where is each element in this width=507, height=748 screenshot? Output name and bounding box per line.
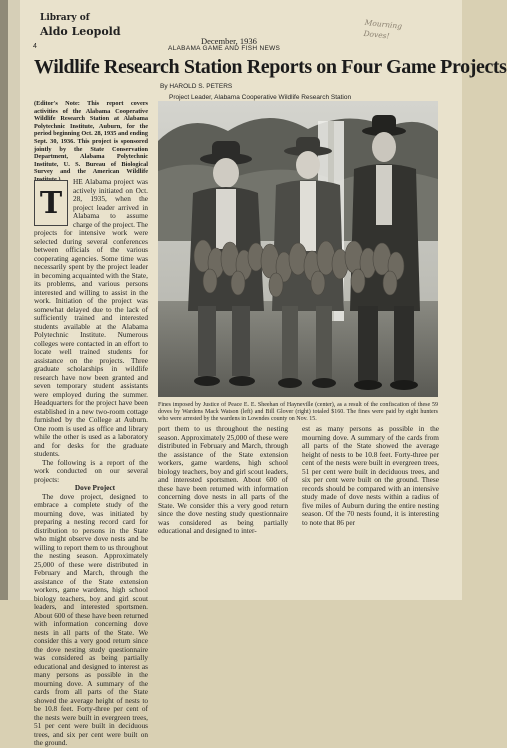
editors-note <box>34 100 148 184</box>
photo-illustration <box>158 101 438 397</box>
page-number: 4 <box>33 43 37 50</box>
paragraph-dove-summary <box>302 425 439 527</box>
scan-binding-edge <box>0 0 8 600</box>
byline: By HAROLD S. PETERS <box>160 83 233 90</box>
photo-caption: Fines imposed by Justice of Peace E. E. Sheehan of Hayneville (center), as a result of the confiscation of these 59 doves by Wardens Mack Watson (left) and Bill Glover (right) totaled $160. The fines were paid by eight hunters who were arrested by the wardens in Lowndes county on Nov. 15. <box>158 402 438 422</box>
column3-text: est as many persons as possible in the mourning dove. A summary of the cards from all parts of the State showed the average height of nests to be 10.8 feet. Forty-three per cent of the nests were built in evergreen trees, 51 per cent were built in deciduous trees, and six per cent were built on the ground. These records should be compared with an intensive study made of dove nests within a radius of five miles of Auburn during the entire nesting season. Of the 70 nests found, it is interesting to note that 86 per <box>302 424 439 527</box>
handwritten-note: Mourning Doves! <box>363 17 403 41</box>
issue-date: December, 1936 <box>201 36 257 46</box>
scan-paper-edge <box>8 0 20 600</box>
photo-wardens-with-doves <box>158 101 438 397</box>
column2-text: port them to us throughout the nesting season. Approximately 25,000 of these were distributed in February and March, through the assistance of the State extension workers, game wardens, high school biology teachers, boy and girl scout leaders, and interested sportsmen. About 600 of these have been returned with information concerning dove nests in all parts of the State. We consider this a very good return since the dove nesting study questionnaire was considered as being partially educational and designed to inter- <box>158 424 288 535</box>
article-title: Wildlife Research Station Reports on Four Game Projects <box>34 56 507 78</box>
middle-column <box>158 425 288 536</box>
ex-libris-line2: Aldo Leopold <box>40 25 121 38</box>
author-position: Project Leader, Alabama Cooperative Wildlife Research Station <box>169 94 352 101</box>
paragraph-dove-project-cont <box>158 425 288 536</box>
drop-cap-letter: T <box>39 185 63 221</box>
ex-libris-line1: Library of <box>40 13 90 23</box>
ex-libris-stamp <box>40 13 121 41</box>
paragraph-report-intro: The following is a report of the work conducted on our several projects: <box>34 457 148 484</box>
article-body-start <box>34 178 148 748</box>
paragraph-dove-project: The dove project, designed to embrace a complete study of the mourning dove, was initiated by preparing a nesting record card for distribution to persons in the State who might observe dove nests and be willing to report them to us throughout the nesting season. Approximately 25,000 of these were distributed in February and March, through the assistance of the State extension workers, game wardens, high school biology teachers, boy and girl scout leaders, and interested sportsmen. About 600 of these have been returned with information concerning dove nests in all parts of the State. We consider this a very good return since the dove nesting study questionnaire was considered as being partially educational and designed to interest as many persons as possible in the mourning dove. A summary of the cards from all parts of the State showed the average height of nests to be 10.8 feet. Forty-three per cent of the nests were built in evergreen trees, 51 per cent were built in deciduous trees, and six per cent were built on the ground. <box>34 491 148 747</box>
editors-note-text: (Editor's Note: This report covers activities of the Alabama Cooperative Wildlife Research Station at Alabama Polytechnic Institute, Auburn, for the period beginning Oct. 28, 1935 and ending Sept. 30, 1936. This project is sponsored jointly by the State Conservation Department, Alabama Polytechnic Institute, U. S. Bureau of Biological Survey and the American Wildlife <box>34 100 148 176</box>
left-column <box>34 178 148 748</box>
drop-cap-box <box>34 180 68 226</box>
right-column <box>302 425 439 527</box>
lead-paragraph: HE Alabama project was actively initiated on Oct. 28, 1935, when the project leader arrived in Alabama to assume charge of the project. The projects for intensive work were selected during several conferences between officials of the various cooperating agencies. Some time was necessarily spent by the project leader in becoming acquainted with the State, its problems, and various persons interested and willing to assist in the work. Initiation of the project was somewhat delayed due to the lack of sufficiently trained and interested students available at the Alabama Polytechnic Institute. Numerous colleges were contacted in an effort to locate well trained students for assistance on the projects. Three graduate scholarships in wildlife research have now been granted and seven temporary student assistants were employed during the summer. Headquarters for the project have been established in a new two-room cottage furnished by the College at Auburn. One room is used as office and library while the other is used as a laboratory and for desks for the graduate students. <box>34 177 148 458</box>
subheading-dove-project: Dove Project <box>74 483 116 492</box>
publication-name: ALABAMA GAME AND FISH NEWS <box>168 45 281 52</box>
